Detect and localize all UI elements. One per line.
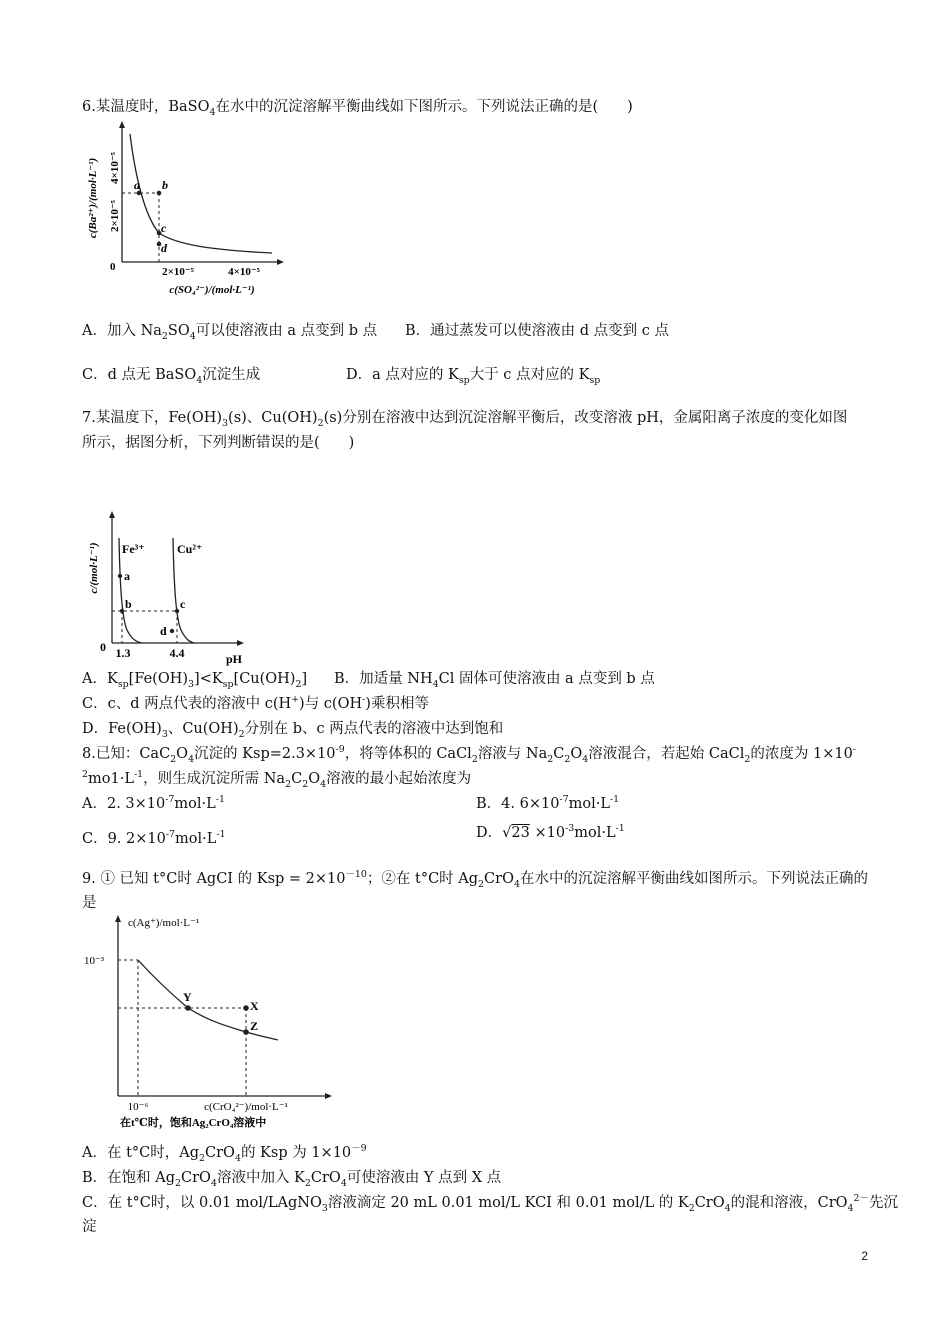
q7-point-a	[118, 574, 122, 578]
q9-option-a: A．在 t°C时，$Ag_2CrO_4$的 Ksp 为 $1\times 10^{-9}$	[82, 1143, 367, 1164]
svg-text:c(Ba²⁺)/(mol·L⁻¹): c(Ba²⁺)/(mol·L⁻¹)	[87, 157, 99, 239]
svg-text:Cu²⁺: Cu²⁺	[177, 542, 203, 556]
svg-text:在t℃时，饱和Ag₂CrO₄溶液中: 在t℃时，饱和Ag₂CrO₄溶液中	[120, 1117, 267, 1129]
q6-figure	[82, 120, 292, 307]
svg-text:b: b	[162, 178, 168, 192]
svg-text:4×10⁻⁵: 4×10⁻⁵	[109, 152, 121, 184]
svg-text:a: a	[124, 569, 130, 583]
svg-text:c/(mol·L⁻¹): c/(mol·L⁻¹)	[88, 542, 100, 594]
q7-point-c	[175, 609, 179, 613]
q9-option-c-line2: 淀	[82, 1219, 97, 1235]
q6-options-ab: A．加入 $Na_2SO_4$可以使溶液由 a 点变到 b 点 B．通过蒸发可以使溶液由 d 点变到 c 点	[82, 323, 669, 342]
svg-text:b: b	[125, 597, 132, 611]
svg-text:c: c	[180, 597, 186, 611]
svg-text:4.4: 4.4	[169, 646, 185, 660]
svg-text:a: a	[134, 178, 140, 192]
svg-text:10⁻⁶: 10⁻⁶	[127, 1101, 149, 1113]
q8-stem-line1: 8.已知：$CaC_2O_4$沉淀的 $Ksp=2.3\times 10^{-9}$，将等体积的 CaCl$_2$溶液与 $Na_2C_2O_4$溶液混合，若起始 CaCl$_2$的浓度为 1×10-	[82, 744, 856, 765]
q6-stem: 6.某温度时，BaSO$_4$在水中的沉淀溶解平衡曲线如下图所示。下列说法正确的是( )	[82, 99, 633, 118]
svg-text:c(Ag⁺)/mol·L⁻¹: c(Ag⁺)/mol·L⁻¹	[128, 917, 200, 929]
q7-stem-line2: 所示，据图分析，下列判断错误的是( )	[82, 435, 355, 451]
q7-point-b	[120, 609, 124, 613]
svg-text:c(CrO₄²⁻)/mol·L⁻¹: c(CrO₄²⁻)/mol·L⁻¹	[204, 1101, 288, 1113]
svg-text:Z: Z	[250, 1019, 259, 1033]
svg-text:Fe³⁺: Fe³⁺	[122, 542, 145, 556]
q6-options-cd: C．d 点无 BaSO$_4$沉淀生成 D．a 点对应的 $K_{sp}$大于 c 点对应的 $K_{sp}$	[82, 367, 601, 386]
q6-point-b	[157, 191, 162, 196]
svg-text:1.3: 1.3	[115, 646, 131, 660]
q9-stem-line2: 是	[82, 895, 97, 911]
svg-text:pH: pH	[226, 652, 243, 666]
q8-stem-line2: $^2mo1\cdot L^{-1}$，则生成沉淀所需 $Na_2C_2O_4$溶液的最小起始浓度为	[82, 769, 472, 790]
sqrt-symbol: √23	[502, 825, 530, 841]
svg-text:Y: Y	[183, 990, 192, 1004]
page-number: 2	[861, 1249, 868, 1263]
svg-text:X: X	[250, 999, 259, 1013]
q7-point-d	[170, 629, 174, 633]
q7-option-d: D．$Fe(OH)_3$、$Cu(OH)_2$分别在 b、c 两点代表的溶液中达到饱和	[82, 721, 504, 740]
q8-options-cd: C．9. $2\times 10^{-7}mol\cdot L^{-1}$ D．$√23 \times 10^{-3}mol\cdot L^{-1}$	[82, 823, 625, 847]
q9-option-b: B．在饱和 $Ag_2CrO_4$溶液中加入 $K_2CrO_4$可使溶液由 Y 点到 X 点	[82, 1170, 502, 1189]
q8-options-ab: A．2. $3\times 10^{-7}mol\cdot L^{-1}$ B．4. $6\times 10^{-7}mol\cdot L^{-1}$	[82, 794, 620, 812]
q9-stem-line1: 9. ① 已知 t°C时 AgCI 的 Ksp = $2\times 10^{-10}$；②在 t°C时 $Ag_2CrO_4$在水中的沉淀溶解平衡曲线如图所示。下列说法正确的	[82, 869, 868, 890]
q7-option-c: C．c、d 两点代表的溶液中 c(H+)与 c(OH-)乘积相等	[82, 694, 429, 712]
svg-text:d: d	[161, 241, 167, 255]
svg-text:2×10⁻⁵: 2×10⁻⁵	[109, 200, 121, 232]
svg-text:0: 0	[100, 640, 106, 654]
svg-text:4×10⁻⁵: 4×10⁻⁵	[228, 266, 260, 278]
q7-stem-line1: 7.某温度下，$Fe(OH)_3(s)$、$Cu(OH)_2(s)$分别在溶液中达到沉淀溶解平衡后，改变溶液 pH，金属阳离子浓度的变化如图	[82, 410, 848, 429]
svg-text:0: 0	[110, 261, 116, 273]
q7-figure	[82, 508, 252, 675]
svg-text:c: c	[161, 221, 167, 235]
q9-option-c-line1: C．在 t°C时，以 0.01 mol/LAgNO$_3$溶液滴定 20 mL 0.01 mol/L KCI 和 0.01 mol/L 的 $K_2CrO_4$的混和溶液，CrO$_4^{2-}$先沉	[82, 1193, 898, 1214]
q9-figure	[80, 912, 340, 1139]
q9-point-z	[243, 1029, 249, 1035]
svg-text:10⁻³: 10⁻³	[84, 955, 105, 967]
svg-text:2×10⁻⁵: 2×10⁻⁵	[162, 266, 194, 278]
q9-point-y	[185, 1005, 191, 1011]
q9-point-x	[243, 1005, 249, 1011]
svg-text:c(SO₄²⁻)/(mol·L⁻¹): c(SO₄²⁻)/(mol·L⁻¹)	[169, 284, 255, 296]
q7-options-ab: A．$K_{sp}[Fe(OH)_3]<K_{sp}[Cu(OH)_2]$ B．加适量 $NH_4Cl$ 固体可使溶液由 a 点变到 b 点	[82, 671, 655, 690]
svg-text:d: d	[160, 624, 167, 638]
